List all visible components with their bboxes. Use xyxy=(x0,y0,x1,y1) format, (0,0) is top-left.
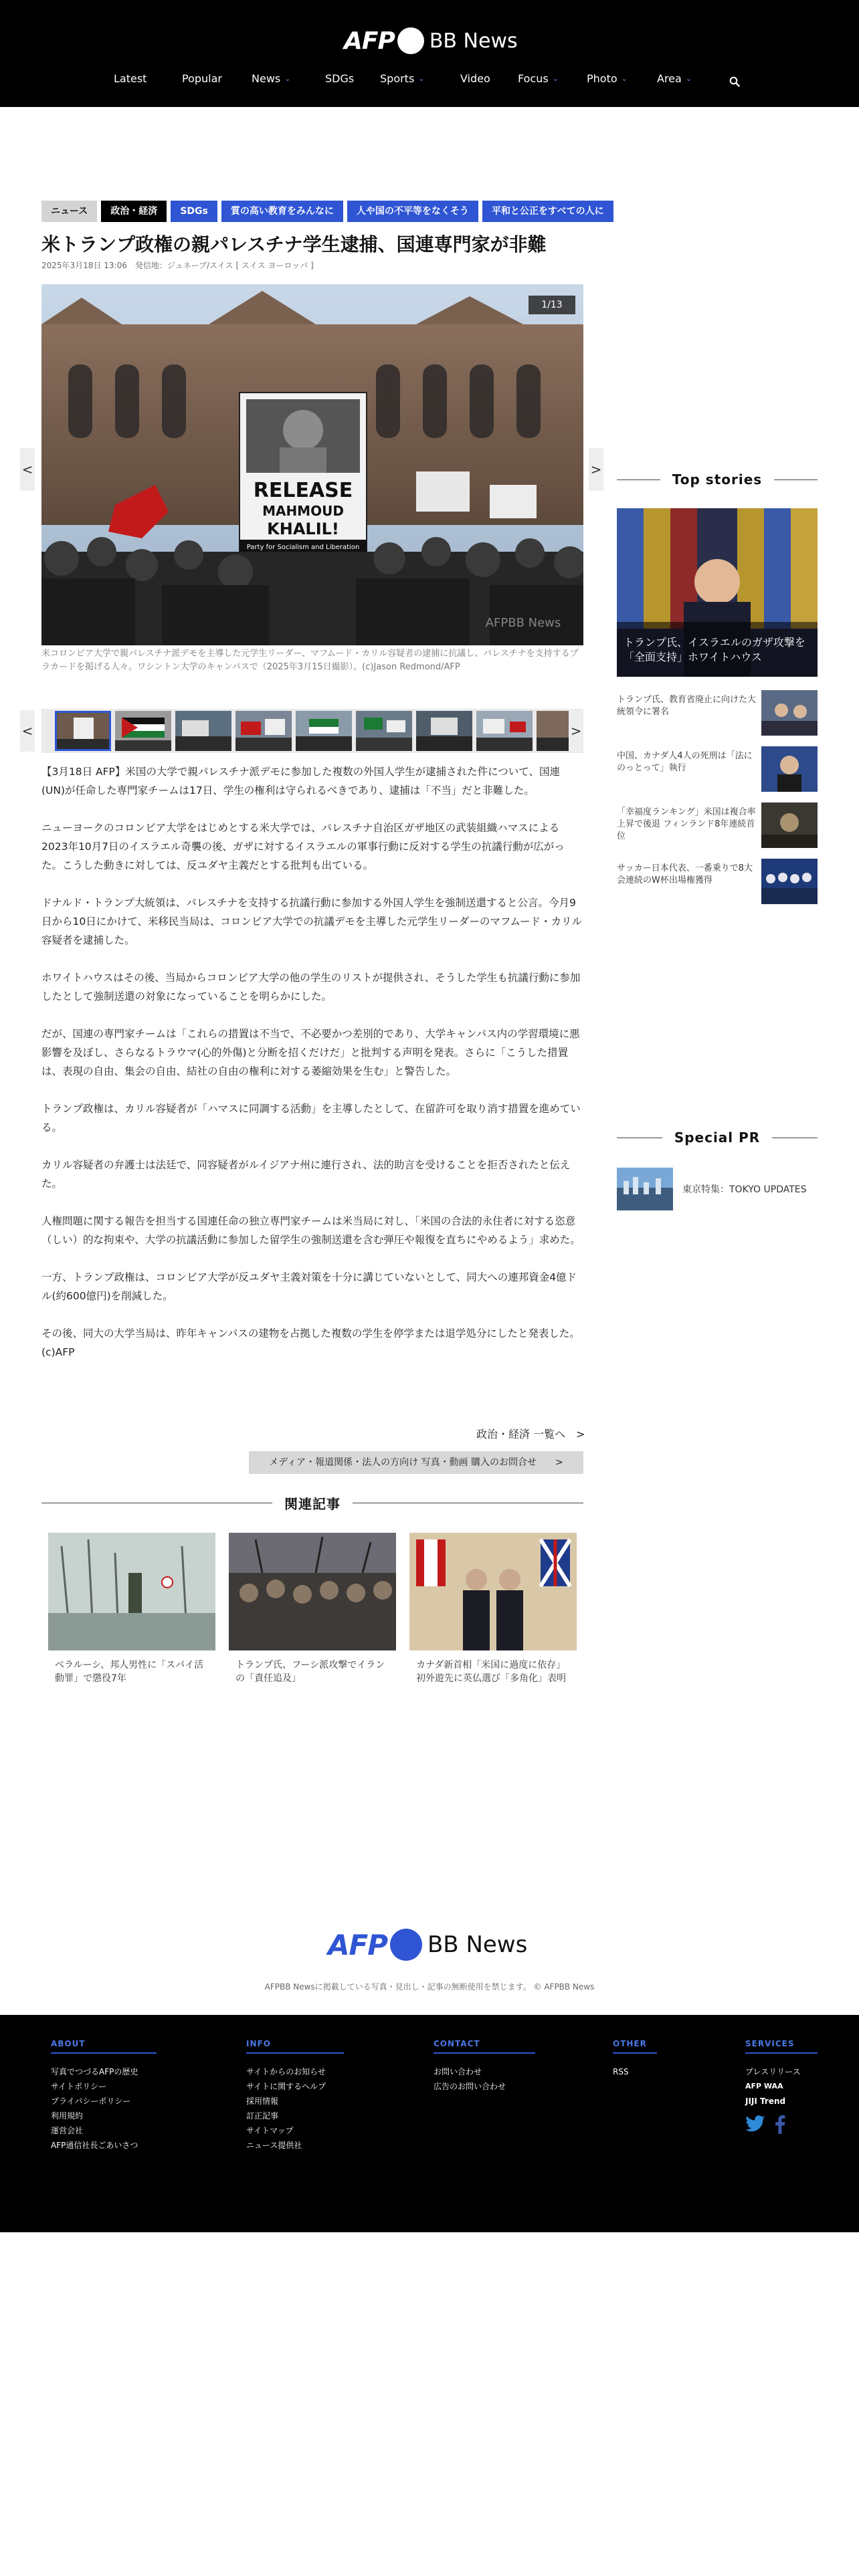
article-paragraph: だが、国連の専門家チームは「これらの措置は不当で、不必要かつ差別的であり、大学キャンパス内の学習環境に悪影響を及ぼし、さらなるトラウマ(心的外傷)と分断を招くだけだ」と批判する声明を発表。さらに「こうした措置は、表現の自由、集会の自由、結社の自由の権利に対する萎縮効果を生む」と警告した。 xyxy=(41,1028,580,1077)
photo-sign-line-3: KHALIL! xyxy=(267,520,339,538)
related-card[interactable] xyxy=(48,1533,215,1685)
footer-column-title: SERVICES xyxy=(745,2039,818,2054)
top-story-thumb xyxy=(761,859,818,904)
nav-label: Video xyxy=(460,72,490,85)
article-paragraph: カリル容疑者の弁護士は法廷で、同容疑者がルイジアナ州に連行され、法的助言を受けることを拒否されたと伝えた。 xyxy=(41,1159,571,1190)
related-image xyxy=(48,1533,215,1650)
related-caption: カナダ新首相「米国に過度に依存」初外遊先に英仏選び「多角化」表明 xyxy=(416,1660,566,1684)
article-body xyxy=(41,762,583,1380)
tag-politics-economy[interactable]: 政治・経済 xyxy=(101,201,167,222)
jiji-trend-link[interactable]: JIJI Trend xyxy=(745,2097,786,2106)
related-image xyxy=(229,1533,396,1650)
special-pr-title xyxy=(617,1128,818,1148)
related-caption: ベラルーシ、邦人男性に「スパイ活動罪」で懲役7年 xyxy=(55,1660,204,1684)
nav-popular[interactable] xyxy=(182,72,222,85)
top-stories-title xyxy=(617,469,818,490)
thumbnail-6[interactable] xyxy=(356,711,412,751)
top-story-item[interactable] xyxy=(617,859,818,904)
special-pr-label: Special PR xyxy=(674,1130,761,1146)
site-footer xyxy=(0,2015,859,2232)
special-pr-thumb xyxy=(617,1168,673,1210)
page-title: 米トランプ政権の親パレスチナ学生逮捕、国連専門家が非難 xyxy=(41,233,547,255)
top-story-item[interactable] xyxy=(617,690,818,736)
nav-label: Photo xyxy=(587,72,617,85)
related-image xyxy=(409,1533,577,1650)
related-caption: トランプ氏、フーシ派攻撃でイランの「責任追及」 xyxy=(235,1660,385,1684)
footer-link[interactable]: 写真でつづるAFPの歴史 xyxy=(51,2067,138,2076)
nav-sdgs[interactable] xyxy=(325,72,354,85)
article-paragraph: その後、同大の大学当局は、昨年キャンパスの建物を占拠した複数の学生を停学または退学処分にしたと発表した。(c)AFP xyxy=(41,1327,580,1358)
footer-link[interactable]: サイトマップ xyxy=(246,2126,294,2135)
chevron-down-icon: ⌄ xyxy=(685,74,692,83)
purchase-inquiry-button[interactable]: メディア・報道関係・法人の方向け 写真・動画 購入のお問合せ > xyxy=(249,1451,583,1474)
footer-link[interactable]: 利用規約 xyxy=(51,2111,84,2121)
nav-label: News xyxy=(252,72,281,85)
footer-link[interactable]: お問い合わせ xyxy=(434,2067,482,2076)
footer-column-contact xyxy=(434,2039,535,2094)
footer-link[interactable]: 広告のお問い合わせ xyxy=(434,2082,506,2091)
nav-label: Sports xyxy=(380,72,415,85)
logo-circle xyxy=(397,27,424,54)
divider xyxy=(774,479,818,480)
photo-watermark: AFPBB News xyxy=(485,616,561,630)
photo-sign-footer: Party for Socialism and Liberation xyxy=(246,544,360,551)
footer-column-title: ABOUT xyxy=(51,2039,157,2054)
photo-sign-line-2: MAHMOUD xyxy=(262,503,344,519)
article-paragraph: ニューヨークのコロンビア大学をはじめとする米大学では、パレスチナ自治区ガザ地区の武装組織ハマスによる2023年10月7日のイスラエル奇襲の後、ガザに対するイスラエルの軍事行動に反対する学生の抗議行動が広がった。こうした動きに対しては、反ユダヤ主義だとする批判も出ている。 xyxy=(41,822,565,871)
chevron-down-icon: ⌄ xyxy=(284,74,291,83)
thumbnail-8[interactable] xyxy=(476,711,533,751)
thumbs-prev-button[interactable]: < xyxy=(20,710,35,752)
chevron-down-icon: ⌄ xyxy=(418,74,425,83)
tag-sdgs[interactable]: SDGs xyxy=(171,201,217,222)
article-paragraph: 一方、トランプ政権は、コロンビア大学が反ユダヤ主義対策を十分に講じていないとして、同大への連邦資金4億ドル(約600億円)を削減した。 xyxy=(41,1271,577,1302)
thumbnail-3[interactable] xyxy=(175,711,231,751)
article-paragraph: ホワイトハウスはその後、当局からコロンビア大学の他の学生のリストが提供され、そうした学生も抗議行動に参加したとして強制送還の対象になっていることを明らかにした。 xyxy=(41,972,581,1002)
thumbnail-5[interactable] xyxy=(296,711,352,751)
special-pr-title-text: 東京特集：TOKYO UPDATES xyxy=(682,1184,807,1195)
photo-caption: 米コロンビア大学で親パレスチナ派デモを主導した元学生リーダー、マフムード・カリル容疑者の逮捕に抗議し、パレスチナを支持するプラカードを掲げる人々。ワシントン大学のキャンパスで（2025年3月15日撮影）。(c)Jason Redmond/AFP xyxy=(41,649,579,672)
chevron-down-icon: ⌄ xyxy=(621,74,628,83)
top-story-title: トランプ氏、教育省廃止に向けた大統領令に署名 xyxy=(617,695,757,717)
logo-bbnews-text: BB News xyxy=(429,29,518,53)
footer-column-about xyxy=(51,2039,157,2153)
footer-column-other xyxy=(613,2039,657,2079)
top-story-thumb xyxy=(761,802,818,848)
search-icon[interactable] xyxy=(729,76,740,87)
thumbnail-2[interactable] xyxy=(115,711,171,751)
nav-sports[interactable] xyxy=(380,72,425,85)
top-story-thumb xyxy=(761,690,818,736)
site-logo[interactable] xyxy=(344,24,518,58)
thumbnail-strip xyxy=(41,709,583,753)
photo-counter: 1/13 xyxy=(529,296,575,314)
nav-label: Latest xyxy=(114,72,147,85)
footer-logo[interactable] xyxy=(328,1926,535,1963)
twitter-icon[interactable] xyxy=(745,2115,765,2133)
footer-link[interactable]: 訂正記事 xyxy=(246,2111,279,2121)
footer-link[interactable]: AFP通信社長ごあいさつ xyxy=(51,2141,138,2150)
nav-area[interactable] xyxy=(657,72,692,85)
divider xyxy=(617,479,660,480)
photo-next-button[interactable]: > xyxy=(589,448,603,491)
nav-news[interactable] xyxy=(252,72,290,85)
logo-afp-text: AFP xyxy=(344,27,395,55)
thumbnail-1[interactable] xyxy=(55,711,111,751)
footer-link[interactable]: RSS xyxy=(613,2067,629,2076)
footer-column-title: CONTACT xyxy=(434,2039,535,2054)
footer-logo-afp-text: AFP xyxy=(328,1928,387,1961)
nav-focus[interactable] xyxy=(518,72,559,85)
top-story-item[interactable] xyxy=(617,746,818,792)
footer-column-services xyxy=(745,2039,818,2134)
footer-link[interactable]: サイトポリシー xyxy=(51,2082,107,2091)
article-paragraph: 人権問題に関する報告を担当する国連任命の独立専門家チームは米当局に対し、「米国の合法的永住者に対する恣意（しい）的な拘束や、大学の抗議活動に参加した留学生の強制送還を含む弾圧や報復を直ちにやめるよう」求めた。 xyxy=(41,1215,581,1246)
tag-quality-education[interactable]: 質の高い教育をみんなに xyxy=(221,201,343,222)
footer-link[interactable]: サイトに関するヘルプ xyxy=(246,2082,326,2091)
related-section-title xyxy=(41,1493,583,1513)
nav-label: Focus xyxy=(518,72,549,85)
site-header xyxy=(0,0,859,107)
article-paragraph: トランプ政権は、カリル容疑者が「ハマスに同調する活動」を主導したとして、在留許可を取り消す措置を進めている。 xyxy=(41,1103,581,1134)
top-story-hero-caption: トランプ氏、イスラエルのガザ攻撃を「全面支持」ホワイトハウス xyxy=(624,636,805,663)
footer-logo-bbnews-text: BB News xyxy=(427,1931,528,1958)
footer-link[interactable]: サイトからのお知らせ xyxy=(246,2067,326,2076)
top-story-item[interactable] xyxy=(617,802,818,848)
top-stories-label: Top stories xyxy=(672,471,763,488)
copyright-text: AFPBB Newsに掲載している写真・見出し・記事の無断使用を禁じます。 © AFPBB News xyxy=(264,1982,595,1992)
social-links xyxy=(745,2115,818,2134)
related-title: 関連記事 xyxy=(284,1495,341,1512)
thumbnail-7[interactable] xyxy=(416,711,472,751)
related-card[interactable] xyxy=(409,1533,577,1685)
top-story-title: 「幸福度ランキング」米国は複合率上昇で後退 フィンランド8年連続首位 xyxy=(617,807,756,841)
thumbs-next-button[interactable]: > xyxy=(569,710,583,752)
photo-prev-button[interactable]: < xyxy=(20,448,35,491)
tag-peace-justice[interactable]: 平和と公正をすべての人に xyxy=(482,201,613,222)
afp-waa-link[interactable]: AFP WAA xyxy=(745,2082,783,2090)
tag-reduced-inequalities[interactable]: 人や国の不平等をなくそう xyxy=(347,201,478,222)
photo-sign-line-1: RELEASE xyxy=(253,479,353,502)
footer-link[interactable]: ニュース提供社 xyxy=(246,2141,302,2150)
facebook-icon[interactable] xyxy=(775,2115,785,2134)
main-nav xyxy=(0,72,859,92)
special-pr-item[interactable] xyxy=(617,1168,818,1210)
nav-label: SDGs xyxy=(325,72,355,85)
nav-latest[interactable] xyxy=(114,72,147,85)
footer-logo-circle xyxy=(390,1929,422,1961)
nav-video[interactable] xyxy=(460,72,490,85)
top-story-title: サッカー日本代表、一番乗りで8大会連続のW杯出場権獲得 xyxy=(617,863,753,885)
thumbnail-4[interactable] xyxy=(235,711,292,751)
chevron-down-icon: ⌄ xyxy=(552,74,559,83)
footer-link[interactable]: プレスリリース xyxy=(745,2067,801,2076)
top-story-thumb xyxy=(761,746,818,792)
footer-column-title: OTHER xyxy=(613,2039,657,2054)
footer-link[interactable]: プライバシーポリシー xyxy=(51,2097,131,2106)
nav-label: Popular xyxy=(182,72,222,85)
category-list-link[interactable]: 政治・経済 一覧へ > xyxy=(476,1428,585,1440)
footer-link[interactable]: 採用情報 xyxy=(246,2097,279,2106)
article-meta: 2025年3月18日 13:06 発信地：ジュネーブ/スイス [ スイス ヨーロッパ ] xyxy=(41,261,314,270)
article-paragraph: ドナルド・トランプ大統領は、パレスチナを支持する抗議行動に参加する外国人学生を強制送還すると公言。今月9日から10日にかけて、米移民当局は、コロンビア大学での抗議デモを主導した元学生リーダーのマフムード・カリル容疑者を逮捕した。 xyxy=(41,897,583,946)
top-story-title: 中国、カナダ人4人の死刑は「法にのっとって」執行 xyxy=(617,751,753,773)
nav-label: Area xyxy=(657,72,682,85)
footer-column-title: INFO xyxy=(246,2039,344,2054)
footer-link[interactable]: 運営会社 xyxy=(51,2126,84,2135)
tag-news[interactable]: ニュース xyxy=(41,201,97,222)
footer-column-info xyxy=(246,2039,344,2153)
article-tags xyxy=(41,201,613,222)
nav-photo[interactable] xyxy=(587,72,628,85)
main-photo[interactable] xyxy=(41,284,583,645)
related-card[interactable] xyxy=(229,1533,396,1685)
article-paragraph: 【3月18日 AFP】米国の大学で親パレスチナ派デモに参加した複数の外国人学生が逮捕された件について、国連(UN)が任命した専門家チームは17日、学生の権利は守られるべきであり、逮捕は「不当」だと非難した。 xyxy=(41,766,560,796)
